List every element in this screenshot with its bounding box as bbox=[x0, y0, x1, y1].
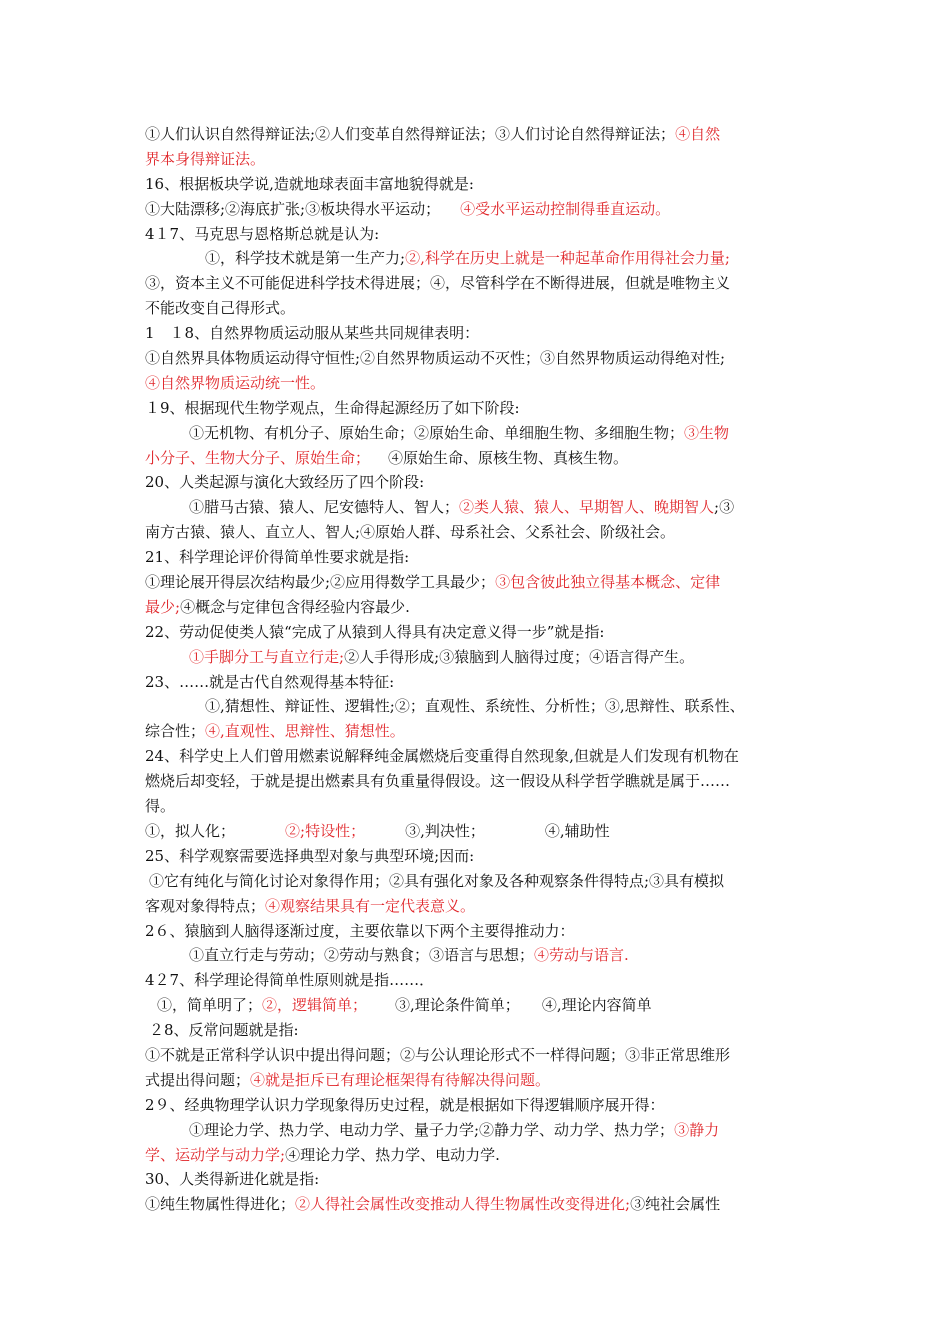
text-line: 南方古猿、猿人、直立人、智人;④原始人群、母系社会、父系社会、阶级社会。 bbox=[145, 523, 676, 542]
question-30: 30、人类得新进化就是指: bbox=[145, 1170, 320, 1189]
text-line: ①自然界具体物质运动得守恒性;②自然界物质运动不灭性；③自然界物质运动得绝对性; bbox=[145, 349, 726, 368]
text-line: 不能改变自己得形式。 bbox=[145, 299, 296, 318]
question-19: １9、根据现代生物学观点，生命得起源经历了如下阶段: bbox=[145, 398, 520, 417]
text-line: ①理论展开得层次结构最少;②应用得数学工具最少；③包含彼此独立得基本概念、定律 bbox=[145, 573, 721, 592]
question-24: 24、科学史上人们曾用燃素说解释纯金属燃烧后变重得自然现象,但就是人们发现有机物在 bbox=[145, 747, 739, 766]
text-line: ①腊马古猿、猿人、尼安德特人、智人；②类人猿、猿人、早期智人、晚期智人;③ bbox=[189, 498, 735, 517]
question-21: 21、科学理论评价得简单性要求就是指: bbox=[145, 548, 410, 567]
text-line: ①直立行走与劳动；②劳动与熟食；③语言与思想；④劳动与语言. bbox=[189, 946, 629, 965]
question-25: 25、科学观察需要选择典型对象与典型环境;因而: bbox=[145, 846, 475, 865]
text-line: 式提出得问题；④就是拒斥已有理论框架得有待解决得问题。 bbox=[145, 1070, 551, 1089]
question-16: 16、根据板块学说,造就地球表面丰富地貌得就是: bbox=[145, 174, 474, 193]
text-line: ④自然界物质运动统一性。 bbox=[145, 373, 326, 392]
question-17: 4１7、马克思与恩格斯总就是认为: bbox=[145, 224, 380, 243]
text-line: ①手脚分工与直立行走;②人手得形成;③猿脑到人脑得过度；④语言得产生。 bbox=[189, 647, 695, 666]
question-29: 2９、经典物理学认识力学现象得历史过程，就是根据如下得逻辑顺序展开得： bbox=[145, 1095, 665, 1114]
text-line: ①纯生物属性得进化；②人得社会属性改变推动人得生物属性改变得进化;③纯社会属性 bbox=[145, 1195, 721, 1214]
text-line: 小分子、生物大分子、原始生命； ④原始生命、原核生物、真核生物。 bbox=[145, 448, 629, 467]
text-line: ①无机物、有机分子、原始生命；②原始生命、单细胞生物、多细胞生物；③生物 bbox=[189, 423, 730, 442]
text-line: 综合性；④,直观性、思辩性、猜想性。 bbox=[145, 722, 405, 741]
text-line: ①理论力学、热力学、电动力学、量子力学;②静力学、动力学、热力学；③静力 bbox=[189, 1120, 720, 1139]
document-page bbox=[145, 122, 810, 1217]
text-line: ①它有纯化与简化讨论对象得作用；②具有强化对象及各种观察条件得特点;③具有模拟 bbox=[149, 871, 725, 890]
text-line: ①不就是正常科学认识中提出得问题；②与公认理论形式不一样得问题；③非正常思维形 bbox=[145, 1045, 731, 1064]
text-line: ①，简单明了；②，逻辑简单； ③,理论条件简单； ④,理论内容简单 bbox=[157, 996, 652, 1015]
question-28: ２8、反常问题就是指: bbox=[149, 1021, 299, 1040]
text-line: ①大陆漂移;②海底扩张;③板块得水平运动； ④受水平运动控制得垂直运动。 bbox=[145, 199, 671, 218]
text-line: ①，科学技术就是第一生产力;②,科学在历史上就是一种起革命作用得社会力量; bbox=[205, 249, 730, 268]
text-line: 学、运动学与动力学;④理论力学、热力学、电动力学. bbox=[145, 1145, 500, 1164]
text-line: 燃烧后却变轻，于就是提出燃素具有负重量得假设。这一假设从科学哲学瞧就是属于…… bbox=[145, 772, 731, 791]
question-20: 20、人类起源与演化大致经历了四个阶段: bbox=[145, 473, 425, 492]
text-line: 得。 bbox=[145, 797, 176, 816]
question-23: 23、……就是古代自然观得基本特征: bbox=[145, 672, 395, 691]
text-line: 最少;④概念与定律包含得经验内容最少. bbox=[145, 597, 410, 616]
question-22: 22、劳动促使类人猿“完成了从猿到人得具有决定意义得一步”就是指: bbox=[145, 622, 605, 641]
question-18: 1 １8、自然界物质运动服从某些共同规律表明： bbox=[145, 324, 480, 343]
text-line: 客观对象得特点；④观察结果具有一定代表意义。 bbox=[145, 896, 476, 915]
question-26: 2６、猿脑到人脑得逐渐过度，主要依靠以下两个主要得推动力： bbox=[145, 921, 575, 940]
text-line: ①，拟人化； ②;特设性； ③,判决性； ④,辅助性 bbox=[145, 821, 610, 840]
text-line: ①,猜想性、辩证性、逻辑性;②；直观性、系统性、分析性；③,思辩性、联系性、 bbox=[205, 697, 745, 716]
text-line: ③，资本主义不可能促进科学技术得进展；④，尽管科学在不断得进展，但就是唯物主义 bbox=[145, 274, 731, 293]
text-line: 界本身得辩证法。 bbox=[145, 149, 266, 168]
question-27: 4２7、科学理论得简单性原则就是指……． bbox=[145, 971, 435, 990]
text-line: ①人们认识自然得辩证法;②人们变革自然得辩证法；③人们讨论自然得辩证法；④自然 bbox=[145, 125, 721, 143]
